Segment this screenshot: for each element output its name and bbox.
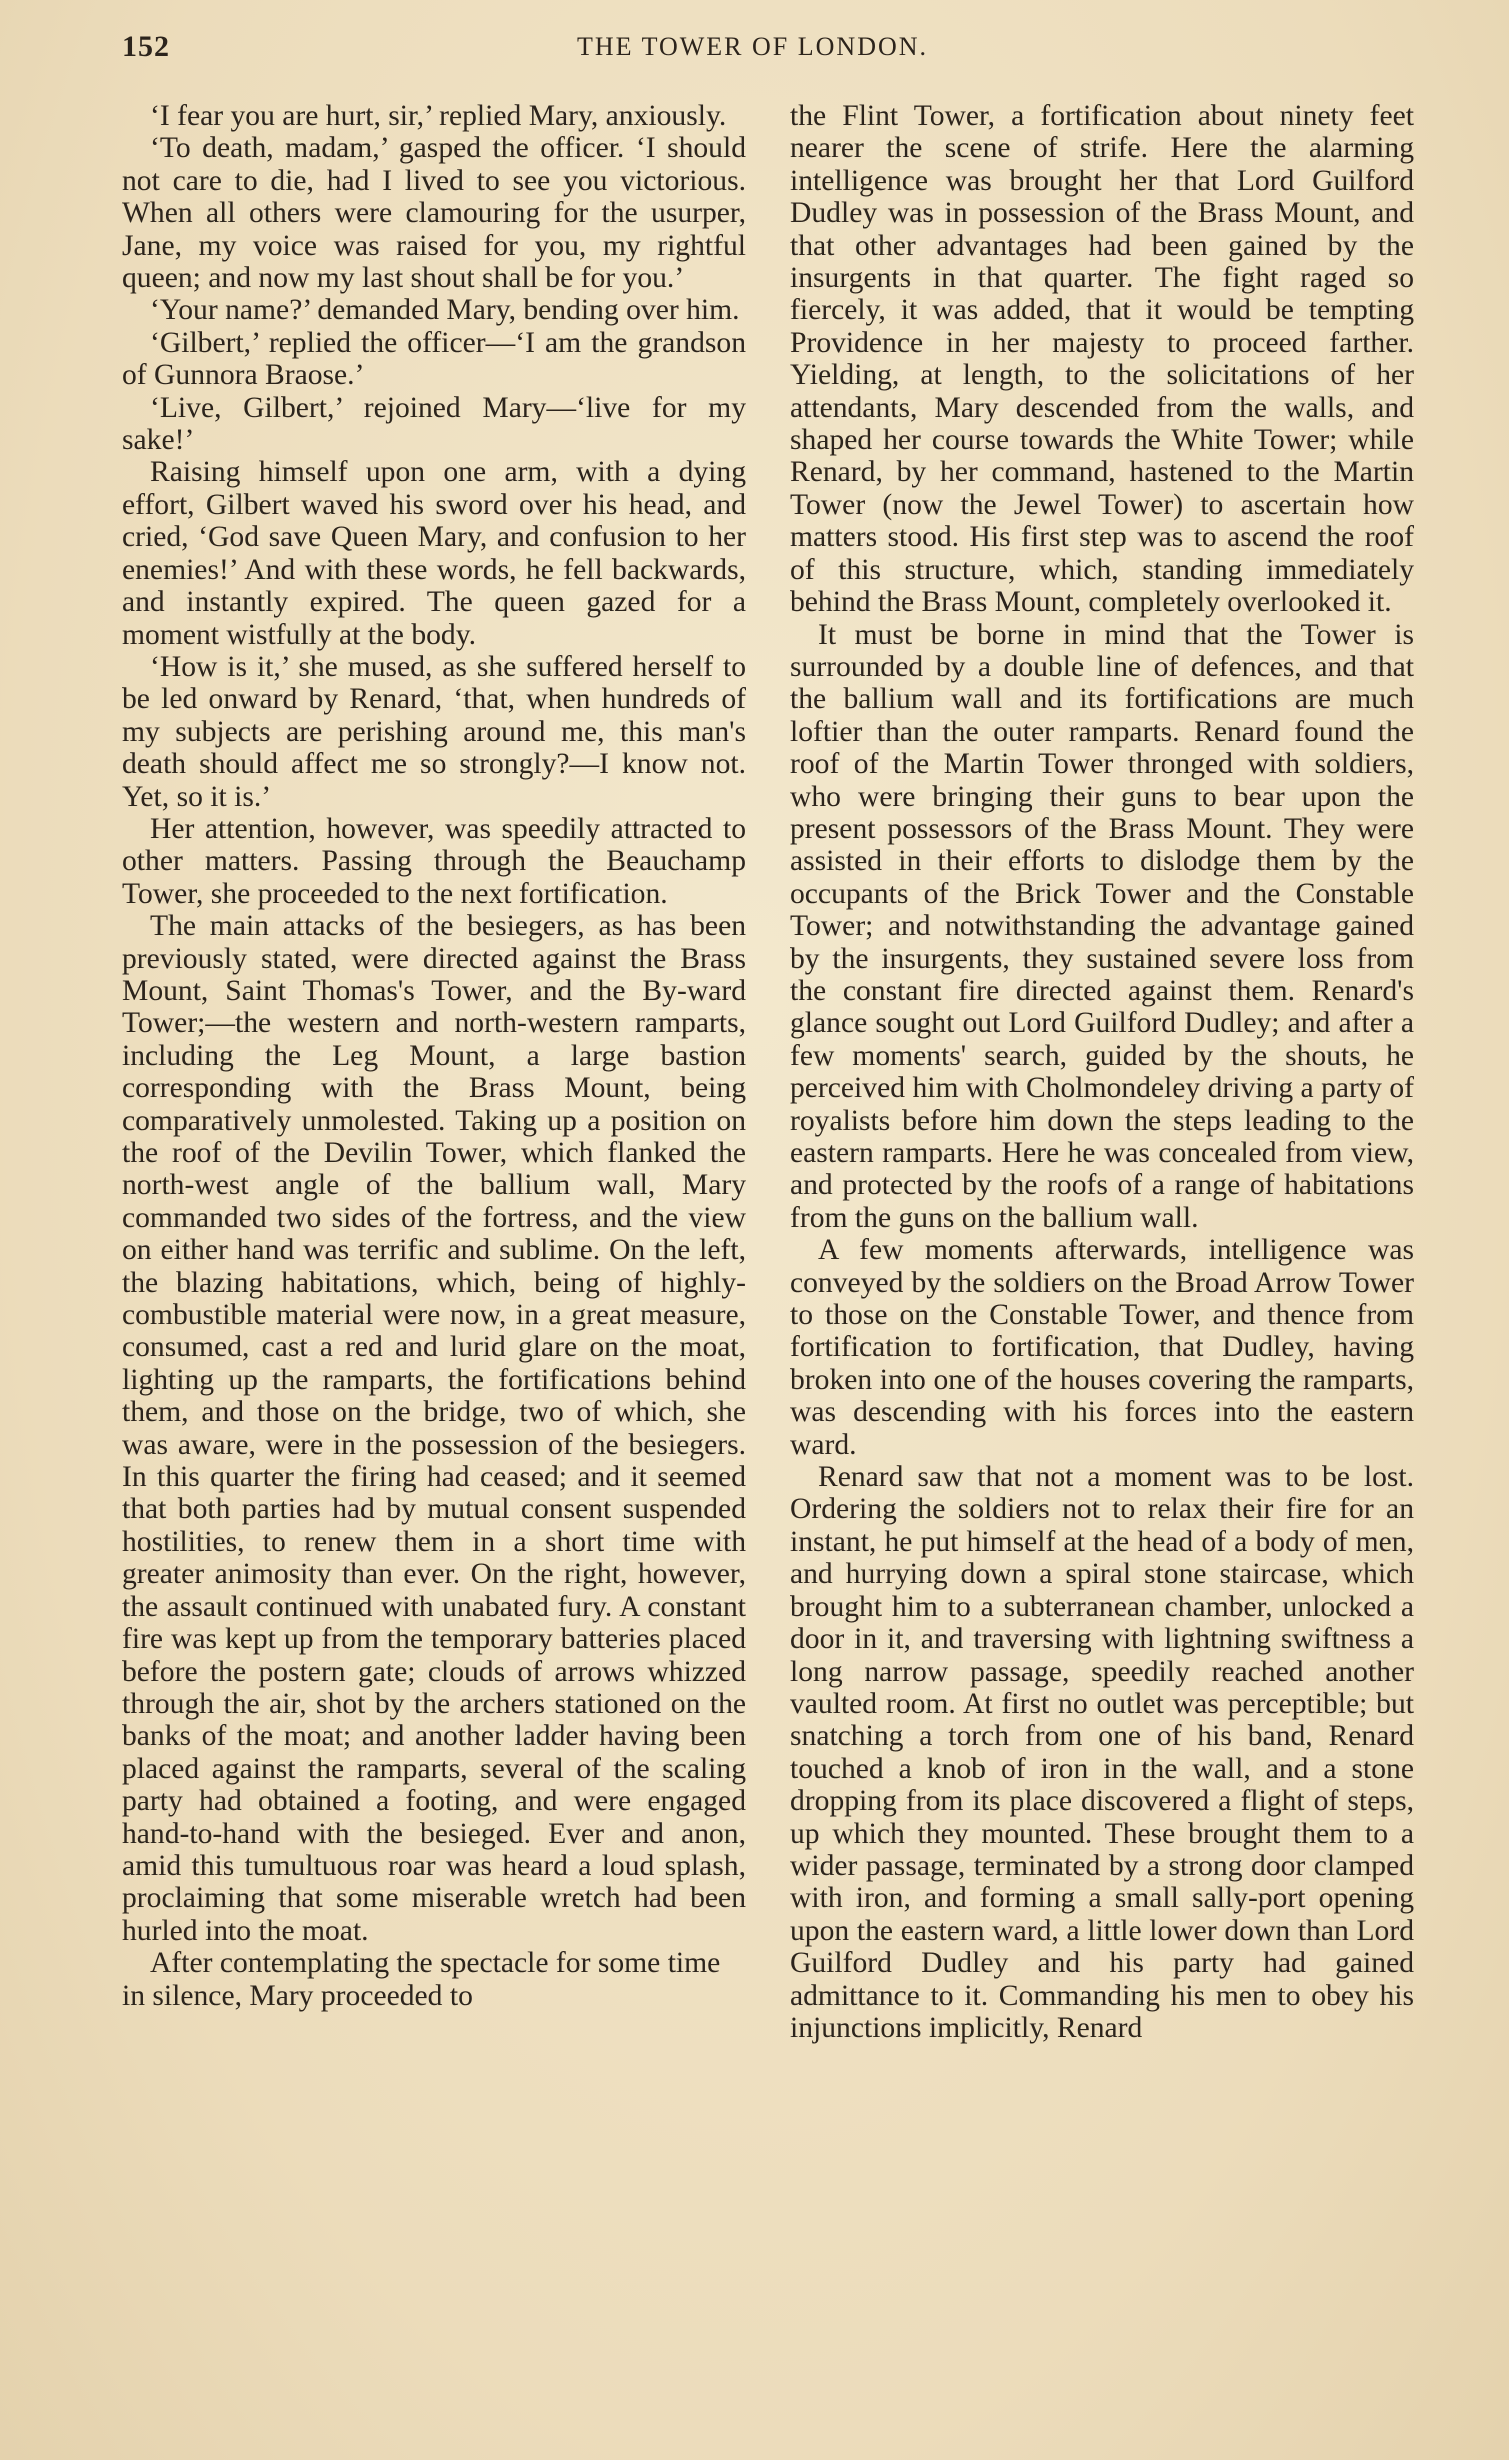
page-header [122, 30, 1444, 70]
paragraph: ‘I fear you are hurt, sir,’ replied Mary, anxiously. [150, 100, 727, 132]
paragraph: ‘Live, Gilbert,’ rejoined Mary—‘live for my sake!’ [122, 391, 746, 457]
paragraph: It must be borne in mind that the Tower is surrounded by a double line of defences, and that the ballium wall and its fortifications are much loftier than the outer ramparts. Renard found the roof of the Martin Tower thronged with soldiers, who were bringing their guns to bear upon the present possessors of the Brass Mount. They were assisted in their efforts to dislodge them by the occupants of the Brick Tower and the Constable Tower; and notwithstanding the advantage gained by the insurgents, they sustained severe loss from the constant fire directed against them. Renard's glance sought out Lord Guilford Dudley; and after a few moments' search, guided by the shouts, he perceived him with Cholmondeley driving a party of royalists before him down the steps leading to the eastern ramparts. Here he was concealed from view, and protected by the roofs of a range of habitations from the guns on the ballium wall. [790, 618, 1414, 1234]
paragraph: Her attention, however, was speedily attracted to other matters. Passing through the Beauchamp Tower, she proceeded to the next fortification. [122, 812, 746, 910]
paragraph-continuation: the Flint Tower, a fortification about ninety feet nearer the scene of strife. Here the alarming intelligence was brought her that Lord Guilford Dudley was in possession of the Brass Mount, and that other advantages had been gained by the insurgents in that quarter. The fight raged so fiercely, it was added, that it would be tempting Providence in her majesty to proceed farther. Yielding, at length, to the solicitations of her attendants, Mary descended from the walls, and shaped her course towards the White Tower; while Renard, by her command, hastened to the Martin Tower (now the Jewel Tower) to ascertain how matters stood. His first step was to ascend the roof of this structure, which, standing immediately behind the Brass Mount, completely overlooked it. [790, 100, 1414, 619]
paragraph: The main attacks of the besiegers, as has been previously stated, were directed against the Brass Mount, Saint Thomas's Tower, and the By-ward Tower;—the western and north-western ramparts, including the Leg Mount, a large bastion corresponding with the Brass Mount, being comparatively unmolested. Taking up a position on the roof of the Devilin Tower, which flanked the north-west angle of the ballium wall, Mary commanded two sides of the fortress, and the view on either hand was terrific and sublime. On the left, the blazing habitations, which, being of highly-combustible material were now, in a great measure, consumed, cast a red and lurid glare on the moat, lighting up the ramparts, the fortifications behind them, and those on the bridge, two of which, she was aware, were in the possession of the besiegers. In this quarter the firing had ceased; and it seemed that both parties had by mutual consent suspended hostilities, to renew them in a short time with greater animosity than ever. On the right, however, the assault continued with unabated fury. A constant fire was kept up from the temporary batteries placed before the postern gate; clouds of arrows whizzed through the air, shot by the archers stationed on the banks of the moat; and another ladder having been placed against the ramparts, several of the scaling party had obtained a footing, and were engaged hand-to-hand with the besieged. Ever and anon, amid this tumultuous roar was heard a loud splash, proclaiming that some miserable wretch had been hurled into the moat. [122, 910, 746, 1947]
paragraph: ‘Gilbert,’ replied the officer—‘I am the grandson of Gunnora Braose.’ [122, 326, 746, 392]
paragraph: Raising himself upon one arm, with a dying effort, Gilbert waved his sword over his head, and cried, ‘God save Queen Mary, and confusion to her enemies!’ And with these words, he fell backwards, and instantly expired. The queen gazed for a moment wistfully at the body. [122, 456, 746, 651]
paragraph: ‘To death, madam,’ gasped the officer. ‘I should not care to die, had I lived to see you victorious. When all others were clamouring for the usurper, Jane, my voice was raised for you, my rightful queen; and now my last shout shall be for you.’ [122, 132, 746, 295]
left-column [122, 100, 746, 2012]
running-title: THE TOWER OF LONDON. [577, 32, 929, 61]
paragraph: ‘Your name?’ demanded Mary, bending over him. [150, 294, 740, 327]
paragraph: ‘How is it,’ she mused, as she suffered herself to be led onward by Renard, ‘that, when hundreds of my subjects are perishing around me, this man's death should affect me so strongly?—I know not. Yet, so it is.’ [122, 650, 746, 813]
right-column [790, 100, 1414, 2044]
page-number: 152 [122, 30, 170, 63]
paragraph: Renard saw that not a moment was to be lost. Ordering the soldiers not to relax their fire for an instant, he put himself at the head of a body of men, and hurrying down a spiral stone staircase, which brought him to a subterranean chamber, unlocked a door in it, and traversing with lightning swiftness a long narrow passage, speedily reached another vaulted room. At first no outlet was perceptible; but snatching a torch from one of his band, Renard touched a knob of iron in the wall, and a stone dropping from its place discovered a flight of steps, up which they mounted. These brought them to a wider passage, terminated by a strong door clamped with iron, and forming a small sally-port opening upon the eastern ward, a little lower down than Lord Guilford Dudley and his party had gained admittance to it. Commanding his men to obey his injunctions implicitly, Renard [790, 1461, 1414, 2044]
paragraph: After contemplating the spectacle for some time in silence, Mary proceeded to [122, 1947, 721, 2012]
paragraph: A few moments afterwards, intelligence was conveyed by the soldiers on the Broad Arrow Tower to those on the Constable Tower, and thence from fortification to fortification, that Dudley, having broken into one of the houses covering the ramparts, was descending with his forces into the eastern ward. [790, 1234, 1414, 1461]
